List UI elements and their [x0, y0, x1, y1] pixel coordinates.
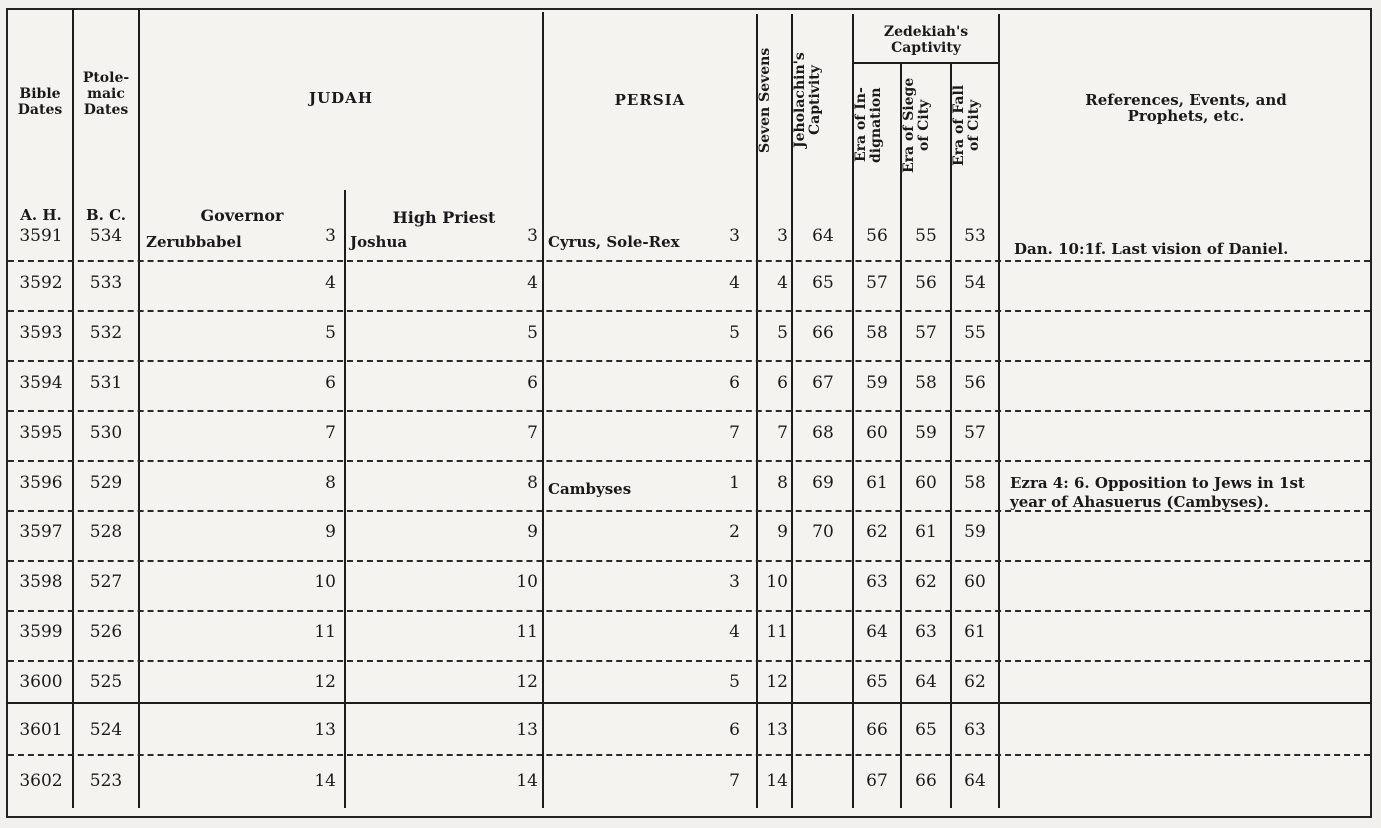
- row-divider: [8, 260, 1370, 262]
- cell-bc: 533: [89, 273, 123, 293]
- cell-persia-name: Cambyses: [548, 480, 632, 498]
- cell-seven: 11: [766, 622, 788, 642]
- cell-siege: 61: [915, 522, 937, 542]
- cell-ah: 3597: [19, 522, 63, 542]
- cell-bc: 534: [89, 226, 123, 246]
- cell-persia: 7: [729, 771, 740, 791]
- row-divider: [8, 360, 1370, 362]
- cell-persia: 5: [729, 672, 740, 692]
- cell-ah: 3601: [19, 720, 63, 740]
- row-divider: [8, 754, 1370, 756]
- cell-jeh: 70: [812, 522, 834, 542]
- cell-ind: 58: [866, 323, 888, 343]
- cell-seven: 9: [777, 522, 788, 542]
- cell-ah: 3598: [19, 572, 63, 592]
- cell-persia: 2: [729, 522, 740, 542]
- reference-text: Dan. 10:1f. Last vision of Daniel.: [1014, 240, 1289, 258]
- cell-seven: 13: [766, 720, 788, 740]
- cell-ind: 66: [866, 720, 888, 740]
- row-divider: [8, 310, 1370, 312]
- cell-persia: 3: [729, 572, 740, 592]
- cell-hp: 7: [527, 423, 538, 443]
- cell-ah: 3591: [19, 226, 63, 246]
- cell-siege: 65: [915, 720, 937, 740]
- cell-bc: 528: [89, 522, 123, 542]
- cell-siege: 57: [915, 323, 937, 343]
- cell-bc: 530: [89, 423, 123, 443]
- cell-seven: 3: [777, 226, 788, 246]
- cell-ind: 65: [866, 672, 888, 692]
- cell-gov-name: Zerubbabel: [146, 233, 242, 251]
- cell-ah: 3595: [19, 423, 63, 443]
- cell-fall: 58: [964, 473, 986, 493]
- cell-ah: 3596: [19, 473, 63, 493]
- cell-fall: 56: [964, 373, 986, 393]
- cell-gov: 4: [325, 273, 336, 293]
- cell-fall: 59: [964, 522, 986, 542]
- cell-fall: 53: [964, 226, 986, 246]
- cell-persia: 1: [729, 473, 740, 493]
- cell-gov: 6: [325, 373, 336, 393]
- reference-text: Ezra 4: 6. Opposition to Jews in 1st year of Ahasuerus (Cambyses).: [1010, 474, 1305, 511]
- cell-seven: 7: [777, 423, 788, 443]
- cell-ind: 63: [866, 572, 888, 592]
- cell-bc: 525: [89, 672, 123, 692]
- cell-gov: 10: [314, 572, 336, 592]
- cell-ind: 57: [866, 273, 888, 293]
- header-era-siege: Era of Siege of City: [901, 77, 932, 173]
- cell-ind: 67: [866, 771, 888, 791]
- cell-persia: 4: [729, 273, 740, 293]
- cell-bc: 524: [89, 720, 123, 740]
- header-jeholachin-captivity: Jeholachin's Captivity: [792, 52, 823, 148]
- cell-ind: 59: [866, 373, 888, 393]
- row-divider: [8, 410, 1370, 412]
- row-divider: [8, 460, 1370, 462]
- cell-ah: 3594: [19, 373, 63, 393]
- cell-ind: 60: [866, 423, 888, 443]
- zedekiah-rule: [852, 62, 1000, 64]
- cell-hp: 13: [516, 720, 538, 740]
- subheader-governor: Governor: [200, 206, 284, 225]
- cell-siege: 55: [915, 226, 937, 246]
- cell-bc: 531: [89, 373, 123, 393]
- cell-hp-name: Joshua: [350, 233, 408, 251]
- cell-jeh: 67: [812, 373, 834, 393]
- header-persia: PERSIA: [614, 91, 686, 109]
- subheader-ah: A. H.: [20, 206, 62, 224]
- cell-hp: 9: [527, 522, 538, 542]
- cell-siege: 56: [915, 273, 937, 293]
- cell-persia: 3: [729, 226, 740, 246]
- cell-fall: 57: [964, 423, 986, 443]
- cell-fall: 62: [964, 672, 986, 692]
- cell-fall: 63: [964, 720, 986, 740]
- cell-seven: 12: [766, 672, 788, 692]
- cell-bc: 527: [89, 572, 123, 592]
- col-rule: [72, 8, 74, 808]
- row-divider: [8, 560, 1370, 562]
- solid-row-rule: [6, 702, 1372, 704]
- cell-ind: 62: [866, 522, 888, 542]
- cell-gov: 9: [325, 522, 336, 542]
- cell-hp: 12: [516, 672, 538, 692]
- cell-gov: 11: [314, 622, 336, 642]
- header-era-fall: Era of Fall of City: [951, 84, 982, 166]
- header-seven-sevens: Seven Sevens: [757, 47, 773, 153]
- cell-ind: 61: [866, 473, 888, 493]
- cell-siege: 60: [915, 473, 937, 493]
- cell-hp: 6: [527, 373, 538, 393]
- cell-bc: 526: [89, 622, 123, 642]
- cell-hp: 11: [516, 622, 538, 642]
- cell-persia-name: Cyrus, Sole-Rex: [548, 233, 680, 251]
- cell-gov: 14: [314, 771, 336, 791]
- header-zedekiah-captivity: Zedekiah's Captivity: [883, 24, 969, 56]
- subheader-bc: B. C.: [85, 206, 127, 224]
- cell-ah: 3593: [19, 323, 63, 343]
- cell-gov: 12: [314, 672, 336, 692]
- cell-fall: 54: [964, 273, 986, 293]
- col-rule: [344, 190, 346, 808]
- cell-ah: 3592: [19, 273, 63, 293]
- col-rule: [138, 8, 140, 808]
- header-era-indignation: Era of In- dignation: [853, 87, 884, 163]
- cell-siege: 58: [915, 373, 937, 393]
- cell-seven: 5: [777, 323, 788, 343]
- cell-hp: 14: [516, 771, 538, 791]
- cell-siege: 63: [915, 622, 937, 642]
- cell-jeh: 66: [812, 323, 834, 343]
- cell-ind: 56: [866, 226, 888, 246]
- cell-persia: 4: [729, 622, 740, 642]
- cell-ah: 3602: [19, 771, 63, 791]
- cell-persia: 6: [729, 373, 740, 393]
- subheader-high-priest: High Priest: [392, 208, 496, 227]
- cell-fall: 55: [964, 323, 986, 343]
- cell-ah: 3599: [19, 622, 63, 642]
- header-bible-dates: Bible Dates: [17, 86, 63, 118]
- cell-persia: 7: [729, 423, 740, 443]
- cell-hp: 10: [516, 572, 538, 592]
- header-judah: JUDAH: [309, 89, 373, 107]
- cell-hp: 5: [527, 323, 538, 343]
- cell-hp: 8: [527, 473, 538, 493]
- cell-persia: 5: [729, 323, 740, 343]
- cell-gov: 5: [325, 323, 336, 343]
- header-ptolemaic-dates: Ptole- maic Dates: [82, 70, 130, 118]
- cell-bc: 529: [89, 473, 123, 493]
- cell-seven: 14: [766, 771, 788, 791]
- row-divider: [8, 660, 1370, 662]
- cell-hp: 4: [527, 273, 538, 293]
- cell-gov: 13: [314, 720, 336, 740]
- cell-seven: 8: [777, 473, 788, 493]
- cell-jeh: 69: [812, 473, 834, 493]
- cell-siege: 62: [915, 572, 937, 592]
- cell-jeh: 64: [812, 226, 834, 246]
- cell-siege: 64: [915, 672, 937, 692]
- cell-seven: 4: [777, 273, 788, 293]
- cell-gov: 7: [325, 423, 336, 443]
- cell-gov: 3: [325, 226, 336, 246]
- cell-bc: 523: [89, 771, 123, 791]
- header-references: References, Events, and Prophets, etc.: [1085, 91, 1287, 125]
- row-divider: [8, 610, 1370, 612]
- cell-siege: 66: [915, 771, 937, 791]
- cell-siege: 59: [915, 423, 937, 443]
- cell-persia: 6: [729, 720, 740, 740]
- cell-hp: 3: [527, 226, 538, 246]
- cell-jeh: 68: [812, 423, 834, 443]
- cell-fall: 60: [964, 572, 986, 592]
- cell-fall: 64: [964, 771, 986, 791]
- cell-bc: 532: [89, 323, 123, 343]
- table-frame: [6, 8, 1372, 818]
- cell-ah: 3600: [19, 672, 63, 692]
- cell-ind: 64: [866, 622, 888, 642]
- cell-seven: 10: [766, 572, 788, 592]
- cell-gov: 8: [325, 473, 336, 493]
- cell-fall: 61: [964, 622, 986, 642]
- cell-jeh: 65: [812, 273, 834, 293]
- cell-seven: 6: [777, 373, 788, 393]
